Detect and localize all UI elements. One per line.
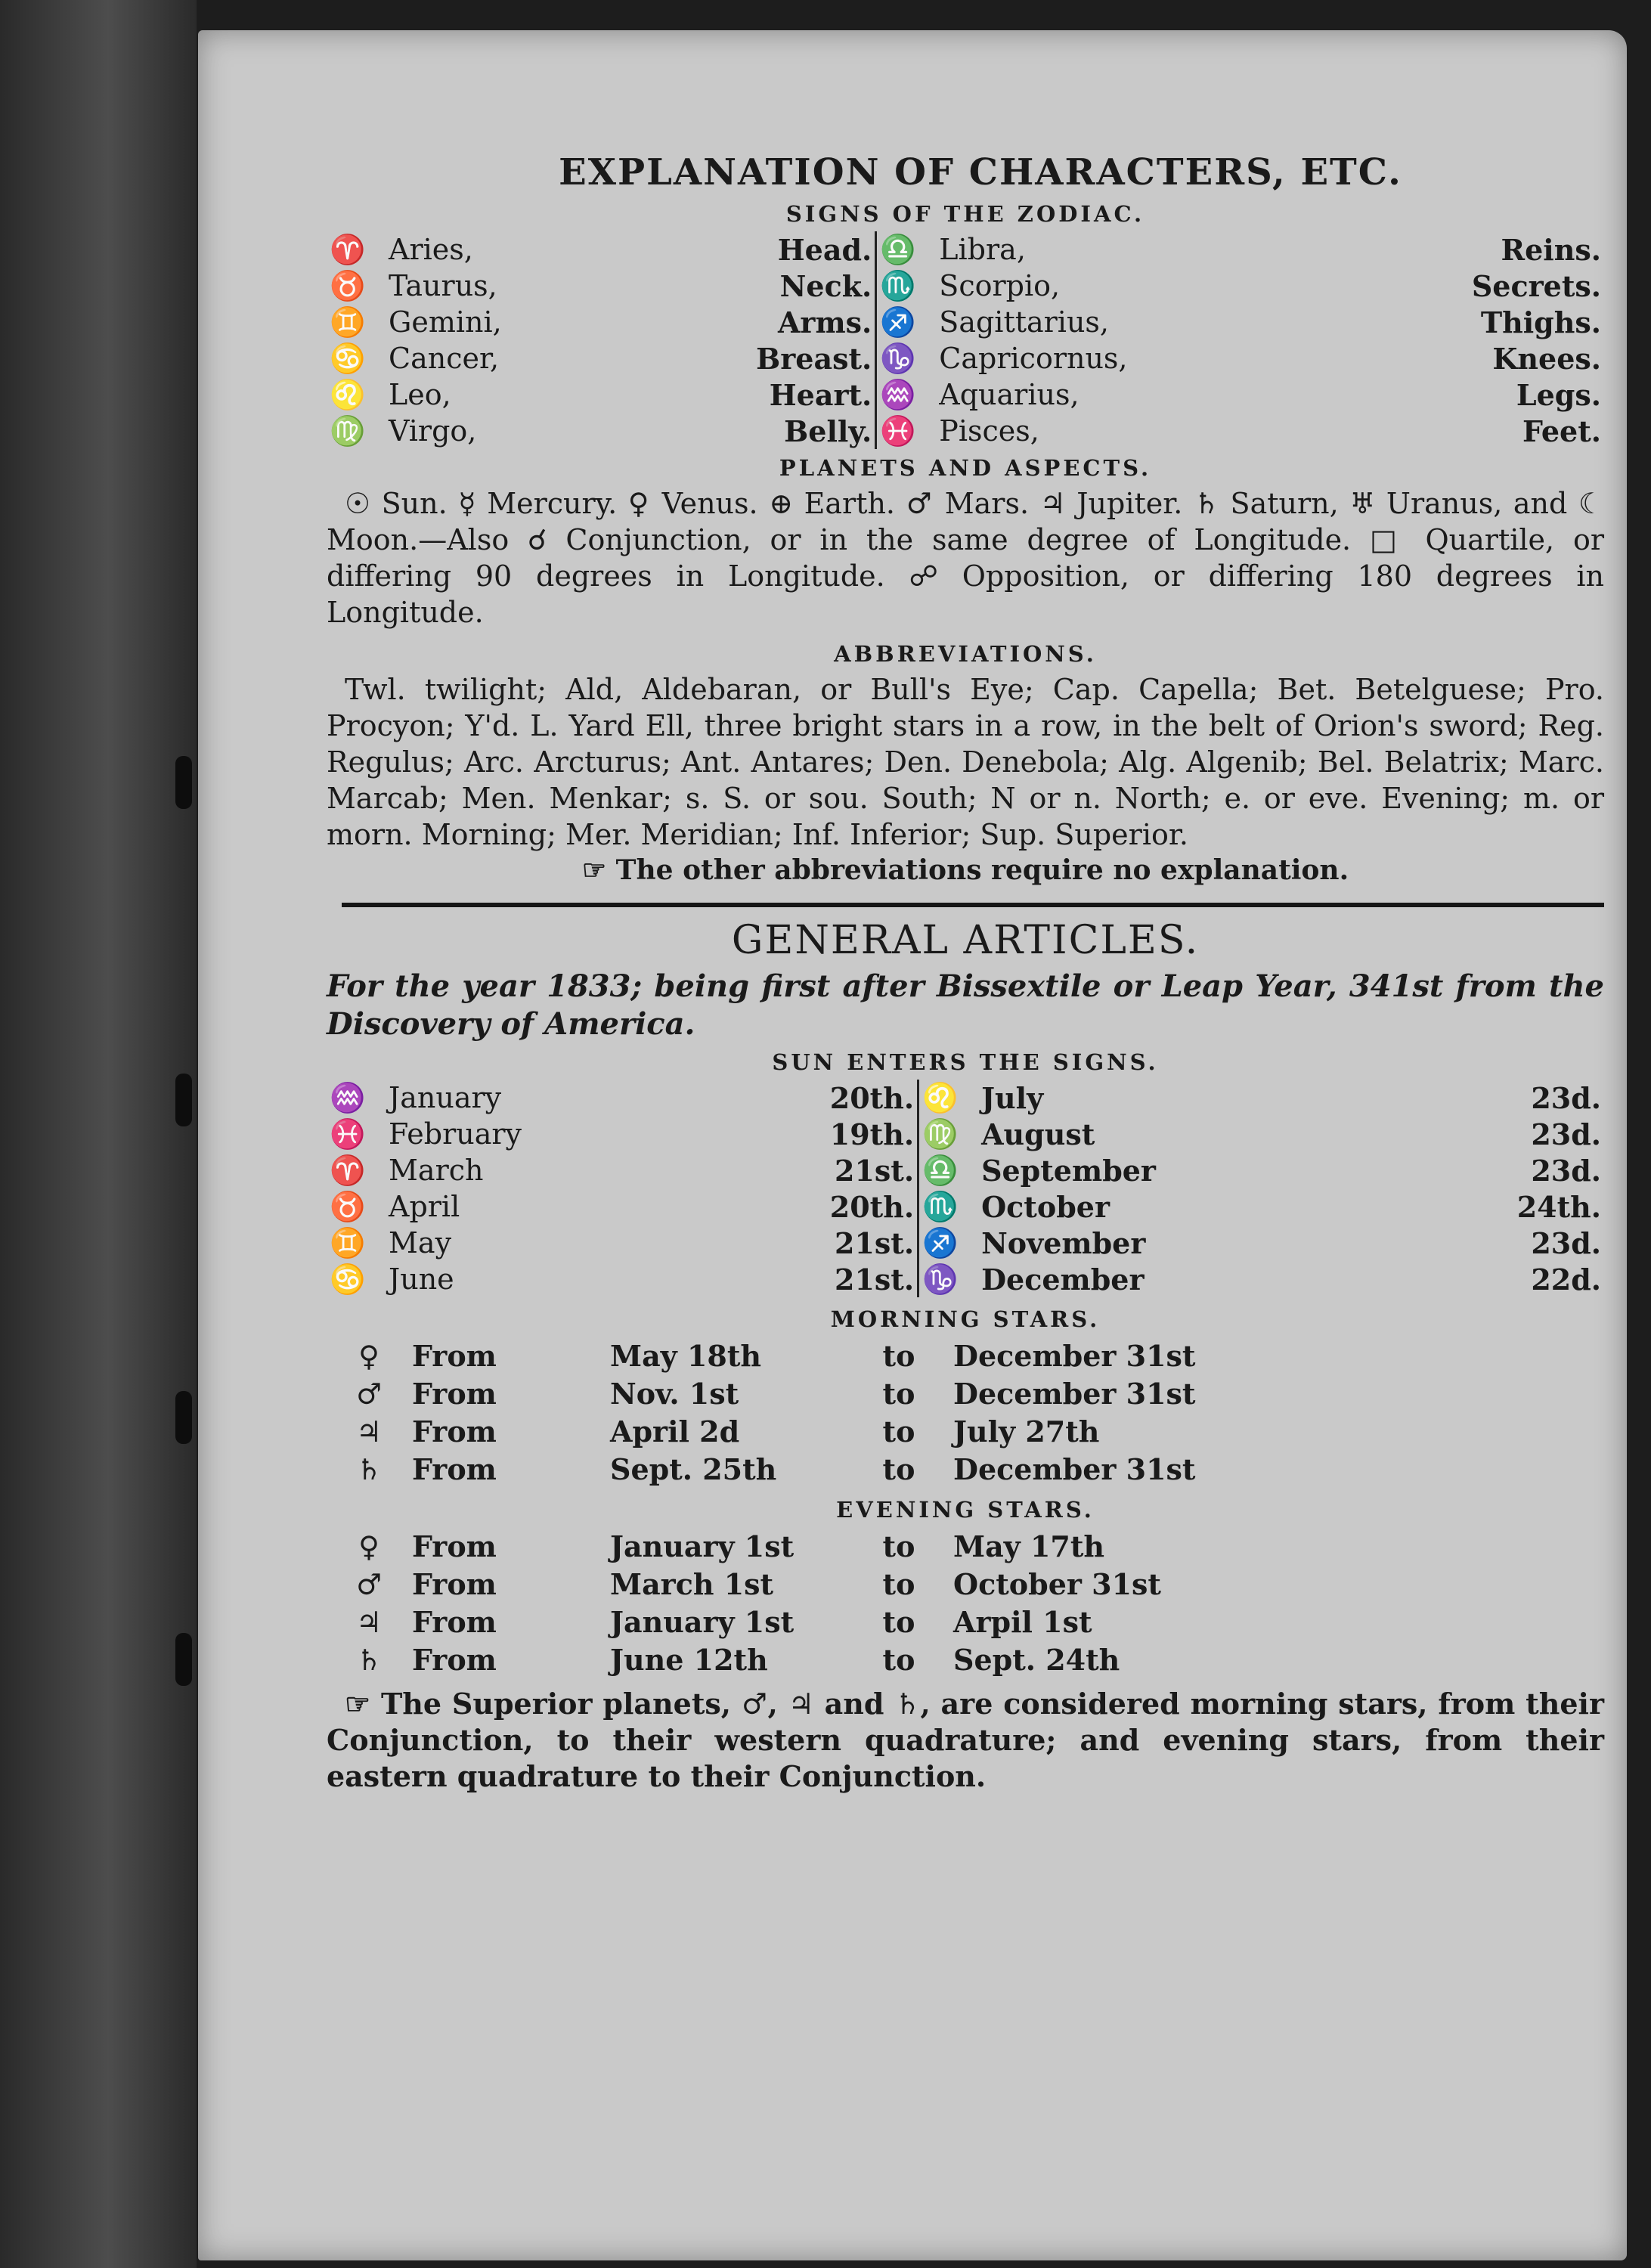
from-label: From — [412, 1642, 497, 1677]
zodiac-body-part: Legs. — [1516, 377, 1601, 412]
evening-star-row — [327, 1565, 1604, 1603]
evening-star-row — [327, 1603, 1604, 1641]
zodiac-sign-icon: ♋ — [330, 1262, 366, 1296]
evening-star-row — [327, 1641, 1604, 1678]
from-label: From — [412, 1376, 497, 1411]
month-name: June — [389, 1263, 454, 1296]
abbreviations-text: Twl. twilight; Ald, Aldebaran, or Bull's Eye; Cap. Capella; Bet. Betelguese; Pro. Procyon; Y'd. L. Yard Ell, three bright stars in a row, in the belt of Orion's sword; Reg. Regulus; Arc. Arcturus; Ant. Antares; Den. Denebola; Alg. Algenib; Bel. Belatrix; Marc. Marcab; Men. Menkar; s. S. or sou. South; N or n. North; e. or eve. Evening; m. or morn. Morning; Mer. Meridian; Inf. Inferior; Sup. Superior. — [327, 673, 1604, 851]
month-name: July — [981, 1080, 1044, 1115]
zodiac-body-part: Belly. — [627, 413, 875, 449]
evening-stars-table — [327, 1527, 1604, 1678]
zodiac-sign-icon: ♋ — [330, 341, 366, 375]
end-date: December 31st — [953, 1338, 1196, 1373]
sun-signs-heading: SUN ENTERS THE SIGNS. — [772, 1049, 1159, 1075]
to-label: to — [882, 1566, 915, 1601]
binding-stitch — [175, 1633, 192, 1686]
zodiac-row — [327, 231, 1604, 268]
planet-icon: ♀ — [358, 1338, 379, 1373]
sun-sign-row — [327, 1225, 1604, 1261]
zodiac-row — [327, 268, 1604, 304]
zodiac-sign-icon: ♓ — [330, 1117, 366, 1151]
zodiac-sign-name: Scorpio, — [939, 269, 1061, 302]
month-name: March — [389, 1154, 484, 1187]
zodiac-row — [327, 340, 1604, 376]
end-date: October 31st — [953, 1566, 1161, 1601]
month-name: November — [981, 1225, 1146, 1260]
zodiac-body-part: Secrets. — [1471, 268, 1601, 303]
planets-heading: PLANETS AND ASPECTS. — [779, 455, 1152, 481]
year-line: For the year 1833; being first after Bissextile or Leap Year, 341st from the Discovery of America. — [327, 968, 1604, 1042]
zodiac-sign-icon: ♒ — [330, 1080, 366, 1114]
entry-day: 24th. — [1516, 1189, 1601, 1224]
entry-day: 23d. — [1531, 1225, 1601, 1260]
entry-day: 23d. — [1531, 1153, 1601, 1188]
zodiac-sign-name: Cancer, — [389, 342, 500, 375]
entry-day: 22d. — [1531, 1262, 1601, 1297]
end-date: December 31st — [953, 1376, 1196, 1411]
zodiac-sign-icon: ♉ — [330, 268, 366, 302]
start-date: May 18th — [610, 1338, 762, 1373]
page-title: EXPLANATION OF CHARACTERS, ETC. — [559, 151, 1402, 194]
entry-day: 23d. — [1531, 1117, 1601, 1151]
planet-icon: ♂ — [355, 1566, 383, 1601]
zodiac-body-part: Neck. — [627, 268, 875, 304]
month-name: April — [389, 1190, 460, 1223]
general-articles-title: GENERAL ARTICLES. — [731, 918, 1200, 963]
zodiac-body-part: Knees. — [1492, 341, 1601, 376]
planet-icon: ♂ — [355, 1376, 383, 1411]
end-date: December 31st — [953, 1452, 1196, 1486]
binding-stitch — [175, 1074, 192, 1126]
zodiac-sign-icon: ♊ — [330, 305, 366, 339]
morning-star-row — [327, 1374, 1604, 1412]
zodiac-sign-name: Aquarius, — [939, 378, 1080, 411]
page-content — [327, 151, 1604, 1795]
facing-page-edge — [0, 0, 197, 2268]
entry-day: 20th. — [707, 1188, 918, 1225]
from-label: From — [412, 1529, 497, 1563]
entry-day: 21st. — [707, 1225, 918, 1261]
from-label: From — [412, 1414, 497, 1448]
zodiac-sign-name: Aries, — [389, 233, 473, 266]
entry-day: 21st. — [707, 1261, 918, 1297]
zodiac-body-part: Reins. — [1501, 232, 1601, 267]
zodiac-sign-name: Capricornus, — [939, 342, 1128, 375]
zodiac-sign-name: Virgo, — [389, 414, 477, 448]
zodiac-heading: SIGNS OF THE ZODIAC. — [785, 201, 1145, 227]
zodiac-sign-icon: ♍ — [330, 414, 366, 448]
zodiac-sign-icon: ♊ — [330, 1225, 366, 1259]
morning-stars-heading: MORNING STARS. — [830, 1306, 1101, 1332]
binding-stitch — [175, 1391, 192, 1444]
month-name: December — [981, 1262, 1145, 1297]
start-date: January 1st — [610, 1529, 795, 1563]
binding-stitch — [175, 756, 192, 809]
sun-sign-row — [327, 1188, 1604, 1225]
evening-star-row — [327, 1527, 1604, 1565]
zodiac-sign-name: Libra, — [939, 233, 1026, 266]
zodiac-sign-name: Pisces, — [939, 414, 1039, 448]
zodiac-sign-icon: ♒ — [880, 377, 916, 411]
zodiac-body-part: Breast. — [627, 340, 875, 376]
entry-day: 19th. — [707, 1116, 918, 1152]
to-label: to — [882, 1338, 915, 1373]
planets-text: ☉ Sun. ☿ Mercury. ♀ Venus. ⊕ Earth. ♂ Mars. ♃ Jupiter. ♄ Saturn, ♅ Uranus, and ☾ Moon.—Also ☌ Conjunction, or in the same degree of Longitude. □ Quartile, or differing 90 degrees in Longitude. ☍ Opposition, or differing 180 degrees in Longitude. — [327, 487, 1604, 629]
entry-day: 20th. — [707, 1080, 918, 1116]
planet-icon: ♃ — [355, 1604, 383, 1639]
zodiac-sign-icon: ♑ — [880, 341, 916, 375]
morning-stars-table — [327, 1337, 1604, 1488]
zodiac-sign-icon: ♏ — [880, 268, 916, 302]
from-label: From — [412, 1338, 497, 1373]
sun-sign-row — [327, 1116, 1604, 1152]
entry-day: 21st. — [707, 1152, 918, 1188]
to-label: to — [882, 1452, 915, 1486]
to-label: to — [882, 1376, 915, 1411]
zodiac-sign-name: Sagittarius, — [939, 305, 1110, 339]
evening-stars-heading: EVENING STARS. — [836, 1497, 1095, 1523]
to-label: to — [882, 1604, 915, 1639]
zodiac-body-part: Thighs. — [1480, 305, 1601, 339]
sun-sign-row — [327, 1261, 1604, 1297]
section-divider — [342, 903, 1604, 907]
zodiac-sign-icon: ♉ — [330, 1189, 366, 1223]
zodiac-body-part: Head. — [627, 231, 875, 268]
zodiac-row — [327, 376, 1604, 413]
planet-icon: ♄ — [355, 1452, 383, 1486]
zodiac-sign-icon: ♈ — [330, 232, 366, 266]
start-date: March 1st — [610, 1566, 774, 1601]
morning-star-row — [327, 1337, 1604, 1374]
planet-icon: ♃ — [355, 1414, 383, 1448]
zodiac-sign-name: Gemini, — [389, 305, 502, 339]
start-date: Sept. 25th — [610, 1452, 777, 1486]
zodiac-sign-icon: ♑ — [922, 1262, 959, 1296]
zodiac-sign-name: Taurus, — [389, 269, 497, 302]
zodiac-row — [327, 304, 1604, 340]
zodiac-sign-icon: ♓ — [880, 414, 916, 448]
sun-sign-row — [327, 1152, 1604, 1188]
start-date: April 2d — [610, 1414, 740, 1448]
entry-day: 23d. — [1531, 1080, 1601, 1115]
zodiac-body-part: Arms. — [627, 304, 875, 340]
month-name: October — [981, 1189, 1110, 1224]
end-date: Sept. 24th — [953, 1642, 1120, 1677]
zodiac-table — [327, 231, 1604, 449]
zodiac-sign-icon: ♈ — [330, 1153, 366, 1187]
morning-star-row — [327, 1412, 1604, 1450]
month-name: May — [389, 1226, 452, 1259]
from-label: From — [412, 1452, 497, 1486]
end-date: Arpil 1st — [953, 1604, 1092, 1639]
month-name: February — [389, 1117, 522, 1151]
planet-icon: ♄ — [355, 1642, 383, 1677]
zodiac-sign-icon: ♐ — [922, 1225, 959, 1259]
end-date: May 17th — [953, 1529, 1105, 1563]
start-date: June 12th — [610, 1642, 768, 1677]
abbreviations-note: ☞ The other abbreviations require no explanation. — [581, 854, 1349, 886]
closing-note: ☞ The Superior planets, ♂, ♃ and ♄, are considered morning stars, from their Conjunction, to their western quadrature; and evening stars, from their eastern quadrature to their Conjunction. — [327, 1687, 1604, 1793]
zodiac-sign-icon: ♌ — [922, 1080, 959, 1114]
almanac-page — [198, 30, 1627, 2260]
zodiac-body-part: Heart. — [627, 376, 875, 413]
month-name: August — [981, 1117, 1095, 1151]
from-label: From — [412, 1566, 497, 1601]
zodiac-body-part: Feet. — [1522, 414, 1601, 448]
start-date: Nov. 1st — [610, 1376, 739, 1411]
end-date: July 27th — [953, 1414, 1100, 1448]
from-label: From — [412, 1604, 497, 1639]
sun-sign-row — [327, 1080, 1604, 1116]
month-name: January — [389, 1081, 502, 1114]
zodiac-sign-icon: ♏ — [922, 1189, 959, 1223]
zodiac-sign-icon: ♎ — [922, 1153, 959, 1187]
zodiac-sign-icon: ♎ — [880, 232, 916, 266]
to-label: to — [882, 1414, 915, 1448]
zodiac-sign-icon: ♐ — [880, 305, 916, 339]
morning-star-row — [327, 1450, 1604, 1488]
zodiac-sign-name: Leo, — [389, 378, 451, 411]
zodiac-sign-icon: ♍ — [922, 1117, 959, 1151]
sun-signs-table — [327, 1080, 1604, 1297]
month-name: September — [981, 1153, 1156, 1188]
zodiac-row — [327, 413, 1604, 449]
zodiac-sign-icon: ♌ — [330, 377, 366, 411]
to-label: to — [882, 1529, 915, 1563]
to-label: to — [882, 1642, 915, 1677]
start-date: January 1st — [610, 1604, 795, 1639]
planet-icon: ♀ — [358, 1529, 379, 1563]
abbreviations-heading: ABBREVIATIONS. — [834, 641, 1097, 667]
